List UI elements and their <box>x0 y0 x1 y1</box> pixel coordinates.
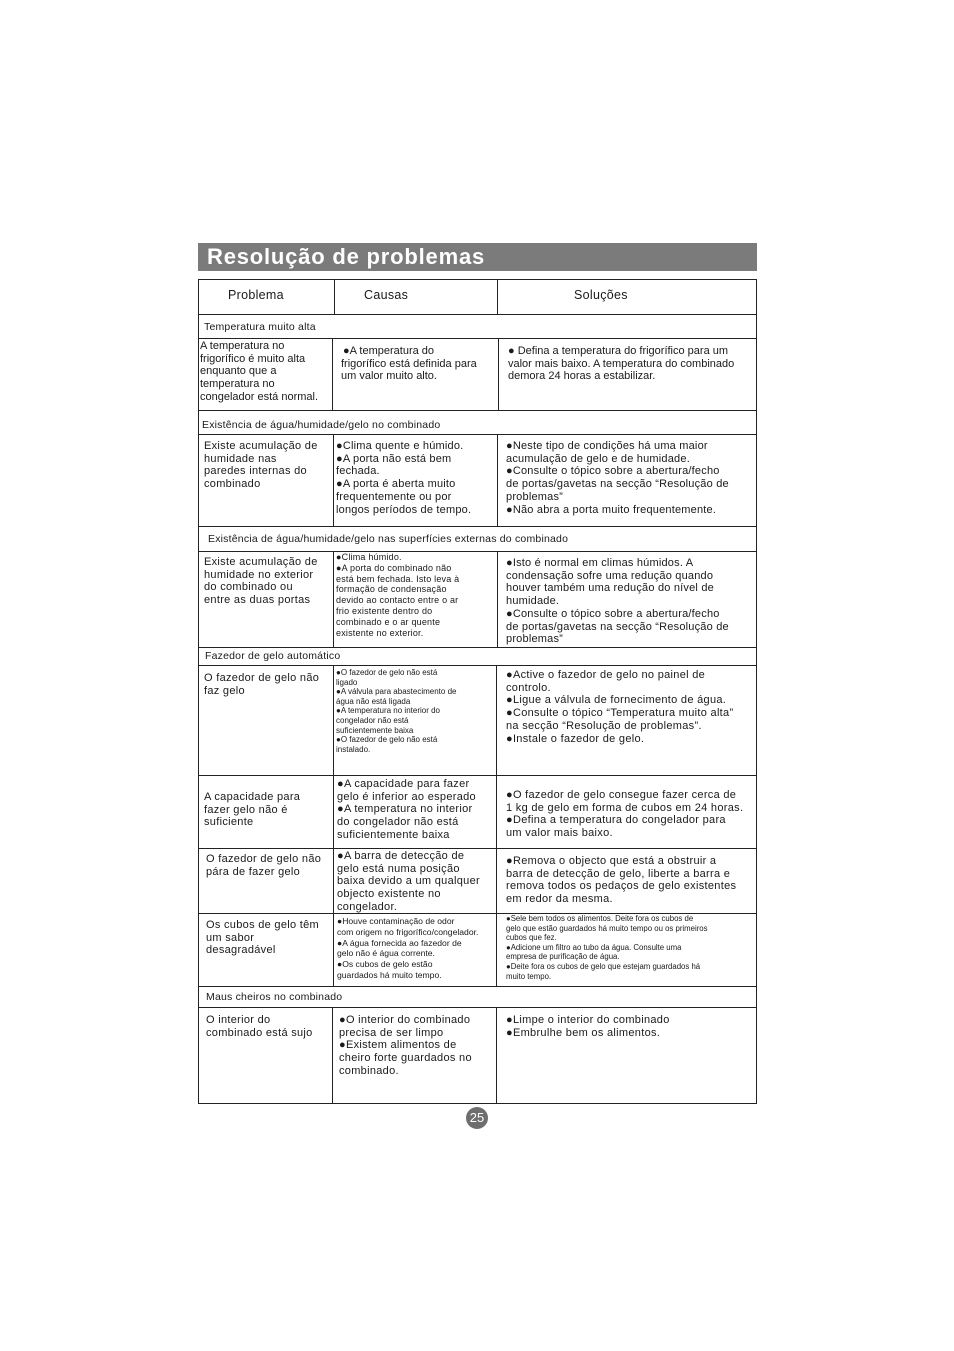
solution-line: cubos que fez. <box>506 933 557 943</box>
row-problem <box>204 672 319 697</box>
cause-line: baixa devido a um qualquer <box>337 875 480 888</box>
cause-line: ●Clima quente e húmido. <box>336 440 464 452</box>
solution-line: um valor mais baixo. <box>506 827 613 840</box>
row-causes <box>341 345 477 383</box>
rule <box>198 986 757 987</box>
cause-line: ●Houve contaminação de odor <box>337 916 455 926</box>
rule <box>198 338 757 339</box>
problem-line: Existe acumulação de <box>204 440 318 452</box>
col-divider <box>333 434 334 526</box>
col-divider <box>333 665 334 986</box>
cause-line: está bem fechada. Isto leva à <box>336 573 460 584</box>
solution-line: em redor da mesma. <box>506 893 613 906</box>
solution-line: ●Embrulhe bem os alimentos. <box>506 1026 661 1039</box>
cause-line: ●A temperatura no interior do <box>336 706 440 716</box>
rule <box>198 775 757 776</box>
cause-line: ●O interior do combinado <box>339 1014 471 1026</box>
section-heading: Existência de água/humidade/gelo no combinado <box>202 419 441 431</box>
solution-line: ●Não abra a porta muito frequentemente. <box>506 503 717 516</box>
cause-line: longos períodos de tempo. <box>336 503 472 516</box>
problem-line: frigorífico é muito alta <box>200 352 306 365</box>
header-solutions: Soluções <box>574 288 628 302</box>
problem-line: combinado <box>204 478 261 491</box>
solution-line: ●O fazedor de gelo consegue fazer cerca de <box>506 789 737 801</box>
col-divider <box>497 434 498 526</box>
row-solutions <box>506 914 708 981</box>
solution-line: controlo. <box>506 681 551 694</box>
cause-line: combinado e o ar quente <box>336 616 441 627</box>
rule <box>198 1103 757 1104</box>
cause-line: ligado <box>336 677 358 687</box>
problem-line: O fazedor de gelo não <box>204 672 320 684</box>
problem-line: enquanto que a <box>200 365 277 378</box>
solution-line: ●Sele bem todos os alimentos. Deite fora os cubos de <box>506 914 694 923</box>
solution-line: muito tempo. <box>506 971 552 981</box>
solution-line: problemas” <box>506 490 564 503</box>
section-heading: Maus cheiros no combinado <box>206 991 343 1003</box>
row-causes <box>336 668 456 754</box>
solution-line: demora 24 horas a estabilizar. <box>508 370 656 383</box>
row-problem <box>204 440 318 491</box>
cause-line: ●A capacidade para fazer <box>337 778 470 790</box>
cause-line: precisa de ser limpo <box>339 1026 444 1039</box>
row-causes <box>337 916 478 981</box>
solution-line: humidade. <box>506 595 560 608</box>
row-solutions <box>506 789 743 840</box>
row-causes <box>337 778 476 842</box>
header-problem: Problema <box>228 288 284 302</box>
cause-line: objecto existente no <box>337 888 441 901</box>
problem-line: do combinado ou <box>204 581 293 594</box>
cause-line: congelador. <box>337 900 398 913</box>
row-problem <box>204 791 300 829</box>
rule <box>198 665 757 666</box>
solution-line: ●Active o fazedor de gelo no painel de <box>506 669 706 681</box>
cause-line: ●A porta não está bem <box>336 452 452 465</box>
col-divider <box>497 279 498 314</box>
row-problem <box>204 556 318 607</box>
cause-line: guardados há muito tempo. <box>337 969 442 980</box>
cause-line: ●O fazedor de gelo não está <box>336 735 438 745</box>
rule <box>198 1007 757 1008</box>
cause-line: com origem no frigorífico/congelador. <box>337 926 479 937</box>
problem-line: fazer gelo não é <box>204 803 288 816</box>
problem-line: A temperatura no <box>200 340 285 352</box>
solution-line: de portas/gavetas na secção “Resolução de <box>506 620 729 633</box>
problem-line: combinado está sujo <box>206 1026 313 1039</box>
col-divider <box>334 279 335 314</box>
cause-line: gelo é inferior ao esperado <box>337 790 476 803</box>
rule <box>198 410 757 411</box>
solution-line: ●Consulte o tópico sobre a abertura/fecho <box>506 607 720 620</box>
section-heading: Temperatura muito alta <box>204 321 316 333</box>
problem-line: pára de fazer gelo <box>206 865 301 878</box>
solution-line: ●Defina a temperatura do congelador para <box>506 814 726 827</box>
solution-line: ●Instale o fazedor de gelo. <box>506 732 645 745</box>
solution-line: ●Consulte o tópico “Temperatura muito alta” <box>506 707 734 720</box>
row-causes <box>339 1014 472 1078</box>
cause-line: frio existente dentro do <box>336 605 433 616</box>
row-problem <box>206 919 319 957</box>
solution-line: valor mais baixo. A temperatura do combinado <box>508 357 735 370</box>
title-bar <box>198 243 757 271</box>
section-heading: Existência de água/humidade/gelo nas superfícies externas do combinado <box>208 533 569 545</box>
cause-line: ●A temperatura do <box>343 345 435 357</box>
row-problem <box>206 1014 313 1039</box>
problem-line: suficiente <box>204 816 254 829</box>
solution-line: ● Defina a temperatura do frigorífico para um <box>508 345 729 357</box>
rule <box>198 314 757 315</box>
cause-line: ●Clima húmido. <box>336 552 402 562</box>
solution-line: ●Adicione um filtro ao tubo da água. Consulte uma <box>506 942 682 952</box>
row-problem <box>206 853 321 878</box>
problem-line: desagradável <box>206 944 276 957</box>
problem-line: faz gelo <box>204 684 245 697</box>
page-title: Resolução de problemas <box>207 244 486 269</box>
problem-line: um sabor <box>206 931 255 944</box>
rule <box>198 279 757 280</box>
problem-line: O interior do <box>206 1014 271 1026</box>
cause-line: frigorífico está definida para <box>341 357 477 370</box>
problem-line: O fazedor de gelo não <box>206 853 322 865</box>
solution-line: gelo que estão guardados há muito tempo ou os primeiros <box>506 923 708 933</box>
solution-line: ●Ligue a válvula de fornecimento de água. <box>506 694 727 707</box>
page-number: 25 <box>466 1107 488 1129</box>
solution-line: na secção “Resolução de problemas”. <box>506 719 702 732</box>
cause-line: ●O fazedor de gelo não está <box>336 668 438 677</box>
col-divider <box>332 1007 333 1103</box>
rule <box>198 526 757 527</box>
cause-line: ●A temperatura no interior <box>337 803 473 816</box>
col-divider <box>498 338 499 410</box>
solution-line: problemas” <box>506 633 564 646</box>
solution-line: ●Limpe o interior do combinado <box>506 1014 670 1026</box>
solution-line: 1 kg de gelo em forma de cubos em 24 horas. <box>506 801 744 814</box>
solution-line: ●Isto é normal em climas húmidos. A <box>506 557 694 569</box>
problem-line: entre as duas portas <box>204 594 311 607</box>
row-causes <box>336 440 471 516</box>
col-divider <box>496 1007 497 1103</box>
cause-line: ●A válvula para abastecimento de <box>336 687 457 697</box>
row-solutions <box>506 440 729 516</box>
cause-line: suficientemente baixa <box>337 828 450 841</box>
solution-line: condensação sofre uma redução quando <box>506 569 714 582</box>
solution-line: ●Remova o objecto que está a obstruir a <box>506 855 717 867</box>
cause-line: cheiro forte guardados no <box>339 1052 472 1065</box>
cause-line: devido ao contacto entre o ar <box>336 595 459 606</box>
problem-line: temperatura no <box>200 378 275 391</box>
problem-line: congelador está normal. <box>200 390 319 403</box>
solution-line: acumulação de gelo e de humidade. <box>506 452 690 465</box>
cause-line: suficientemente baixa <box>336 725 414 735</box>
cause-line: gelo não é água corrente. <box>337 948 435 959</box>
cause-line: do congelador não está <box>337 816 459 829</box>
row-solutions <box>506 855 736 906</box>
row-problem <box>200 340 318 404</box>
cause-line: instalado. <box>336 744 371 754</box>
cause-line: ●Os cubos de gelo estão <box>337 959 433 970</box>
table-border-right <box>756 279 757 1104</box>
row-solutions <box>508 345 734 383</box>
row-solutions <box>506 1014 670 1039</box>
cause-line: ●A porta do combinado não <box>336 562 452 573</box>
cause-line: gelo está numa posição <box>337 862 460 875</box>
solution-line: empresa de purificação de água. <box>506 952 620 962</box>
cause-line: um valor muito alto. <box>341 370 437 383</box>
solution-line: ●Deite fora os cubos de gelo que estejam guardados há <box>506 961 701 971</box>
cause-line: ●A barra de detecção de <box>337 850 465 862</box>
cause-line: existente no exterior. <box>336 627 424 638</box>
row-solutions <box>506 669 733 745</box>
cause-line: fechada. <box>336 465 380 478</box>
row-solutions <box>506 557 729 646</box>
section-heading: Fazedor de gelo automático <box>205 650 341 662</box>
problem-line: paredes internas do <box>204 465 307 478</box>
problem-line: humidade no exterior <box>204 568 314 581</box>
cause-line: congelador não está <box>336 715 409 725</box>
solution-line: de portas/gavetas na secção “Resolução de <box>506 478 729 491</box>
cause-line: ●A porta é aberta muito <box>336 478 456 491</box>
troubleshooting-table <box>198 279 757 1104</box>
table-border-left <box>198 279 199 1104</box>
problem-line: A capacidade para <box>204 791 301 803</box>
row-causes <box>337 850 480 914</box>
col-divider <box>496 665 497 986</box>
problem-line: Existe acumulação de <box>204 556 318 568</box>
solution-line: barra de detecção de gelo, liberte a barra e <box>506 867 731 880</box>
solution-line: houver também uma redução do nível de <box>506 582 714 595</box>
problem-line: humidade nas <box>204 452 277 465</box>
header-causes: Causas <box>364 288 409 302</box>
solution-line: remova todos os pedaços de gelo existentes <box>506 880 737 893</box>
solution-line: ●Neste tipo de condições há uma maior <box>506 440 708 452</box>
cause-line: frequentemente ou por <box>336 490 452 503</box>
rule <box>198 848 757 849</box>
rule <box>198 434 757 435</box>
col-divider <box>497 551 498 647</box>
cause-line: ●Existem alimentos de <box>339 1039 457 1052</box>
rule <box>198 551 757 552</box>
cause-line: formação de condensação <box>336 584 447 595</box>
problem-line: Os cubos de gelo têm <box>206 919 320 931</box>
cause-line: combinado. <box>339 1064 399 1077</box>
cause-line: água não está ligada <box>336 696 411 706</box>
solution-line: ●Consulte o tópico sobre a abertura/fecho <box>506 465 720 478</box>
col-divider <box>333 551 334 647</box>
rule <box>198 647 757 648</box>
row-causes <box>336 552 459 638</box>
col-divider <box>332 338 333 410</box>
cause-line: ●A água fornecida ao fazedor de <box>337 937 462 948</box>
